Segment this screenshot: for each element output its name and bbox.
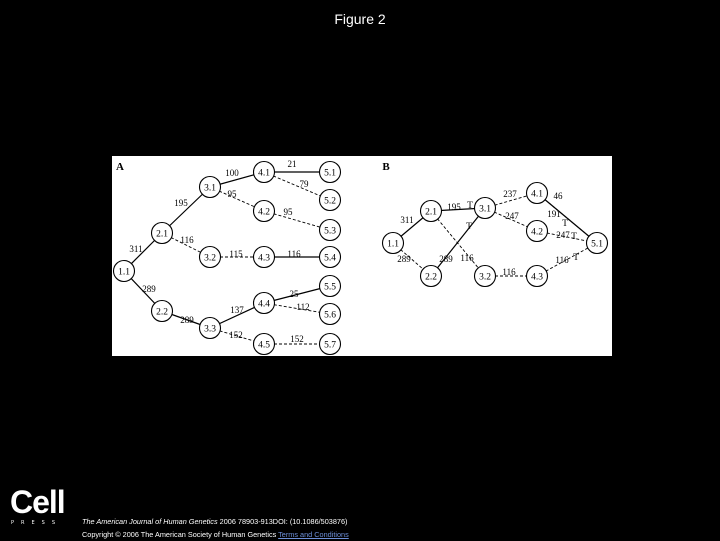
logo-subtext: PRESS [11,520,62,526]
edge-label-b-0: 311 [400,215,414,225]
node-label-b-8: 5.1 [591,239,603,250]
edge-label-a-13: 116 [287,249,301,259]
node-label-a-7: 4.2 [258,207,270,218]
tree-diagram [112,156,612,356]
terms-link[interactable]: Terms and Conditions [278,530,349,539]
marker-t-0: T [467,201,473,211]
citation-text: 2006 78903-913DOI: (10.1086/503876) [219,517,348,526]
edge-label-a-8: 137 [230,305,244,315]
edge-label-b-5: 237 [503,189,517,199]
marker-t-1: T [466,222,472,232]
node-label-b-0: 1.1 [387,239,399,250]
edge-label-a-1: 289 [142,284,156,294]
node-label-a-9: 4.4 [258,299,270,310]
edge-label-a-3: 116 [180,235,194,245]
node-label-a-12: 5.2 [324,196,336,207]
edge-label-b-6: 247 [505,211,519,221]
node-label-a-0: 1.1 [118,267,130,278]
cell-press-logo [10,484,70,530]
node-label-a-3: 3.1 [204,183,216,194]
node-label-a-8: 4.3 [258,253,270,264]
node-label-a-13: 5.3 [324,226,336,237]
edge-label-a-7: 115 [229,249,243,259]
marker-t-3: T [571,232,577,242]
node-label-a-17: 5.7 [324,340,336,351]
node-label-b-2: 2.2 [425,272,437,283]
node-label-a-10: 4.5 [258,340,270,351]
edge-label-b-10: 247 [556,230,570,240]
edge-label-a-12: 95 [283,207,293,217]
node-label-b-6: 4.2 [531,227,543,238]
node-label-b-1: 2.1 [425,207,437,218]
edge-label-b-3: 289 [439,254,453,264]
citation-block [82,515,349,541]
node-label-b-5: 4.1 [531,189,543,200]
edge-label-b-1: 289 [397,254,411,264]
node-label-a-2: 2.2 [156,307,168,318]
panel-label-a: A [116,161,124,173]
edge-label-a-6: 95 [227,189,237,199]
edge-label-b-4: 116 [460,253,474,263]
journal-name: The American Journal of Human Genetics [82,517,218,526]
edge-label-a-15: 112 [296,302,310,312]
node-label-a-15: 5.5 [324,282,336,293]
edge-label-a-14: 25 [289,289,299,299]
edge-label-a-10: 21 [287,159,297,169]
edge-label-a-5: 100 [225,168,239,178]
node-label-b-4: 3.2 [479,272,491,283]
marker-t-4: T [573,253,579,263]
node-label-a-14: 5.4 [324,253,336,264]
node-label-b-3: 3.1 [479,204,491,215]
figure-panel [112,156,612,356]
node-label-a-5: 3.3 [204,324,216,335]
edge-label-a-16: 152 [290,334,304,344]
edge-label-a-9: 152 [229,330,243,340]
edge-label-a-0: 311 [129,244,143,254]
logo-text: Cell [10,484,65,520]
edge-label-b-2: 195 [447,202,461,212]
marker-t-2: T [562,219,568,229]
node-label-a-16: 5.6 [324,310,336,321]
panel-label-b: B [382,161,390,173]
edge-label-b-8: 46 [553,191,563,201]
node-label-a-6: 4.1 [258,168,270,179]
edge-label-a-11: 79 [299,179,309,189]
edge-label-a-4: 289 [180,315,194,325]
node-label-a-1: 2.1 [156,229,168,240]
edge-label-b-9: 191 [547,209,561,219]
node-label-a-4: 3.2 [204,253,216,264]
figure-title: Figure 2 [334,11,386,27]
edge-label-b-7: 116 [502,267,516,277]
node-label-b-7: 4.3 [531,272,543,283]
edge-label-b-11: 116 [555,255,569,265]
copyright-text: Copyright © 2006 The American Society of Human Genetics [82,530,277,539]
node-label-a-11: 5.1 [324,168,336,179]
edge-label-a-2: 195 [174,198,188,208]
